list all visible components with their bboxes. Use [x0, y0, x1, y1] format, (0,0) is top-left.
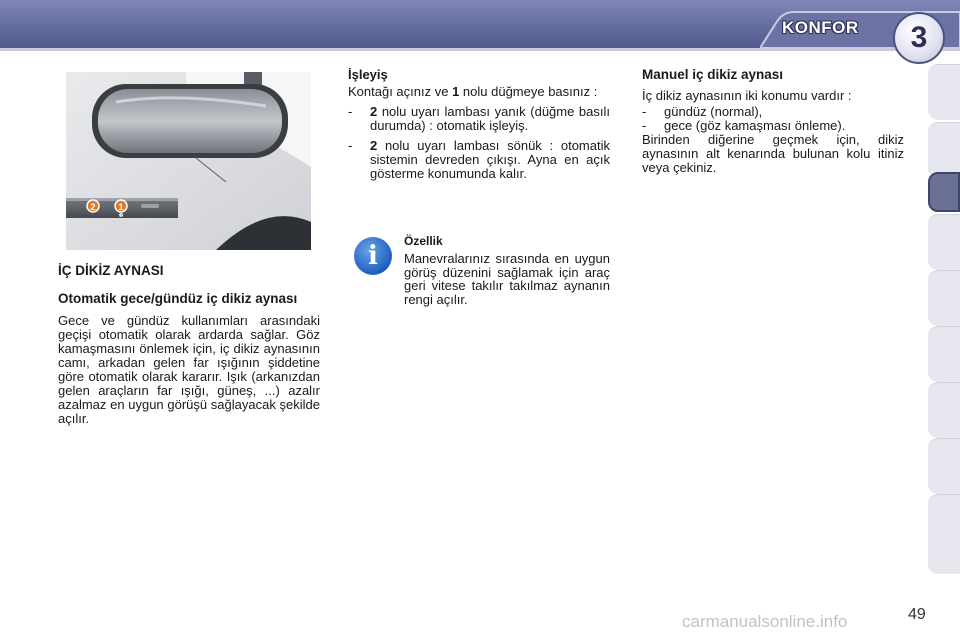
- note-block: [404, 234, 610, 306]
- list-dash: -: [642, 104, 647, 119]
- chapter-tab[interactable]: [928, 438, 960, 494]
- page-number: 49: [908, 606, 926, 623]
- chapter-tab[interactable]: [928, 64, 960, 120]
- header-underline: [0, 48, 960, 51]
- item-text: nolu uyarı lambası yanık (düğme basılı durumda) : otomatik işleyiş.: [370, 104, 610, 133]
- watermark: carmanualsonline.info: [682, 612, 848, 631]
- subheading-automatic-mirror: Otomatik gece/gündüz iç dikiz aynası: [58, 291, 298, 306]
- chapter-tab[interactable]: [928, 382, 960, 438]
- item-text: gündüz (normal),: [664, 104, 763, 119]
- manual-mirror-item: [642, 119, 904, 133]
- chapter-tab-active[interactable]: [928, 172, 960, 212]
- manual-mirror-item: [642, 105, 904, 119]
- chapter-tab[interactable]: [928, 326, 960, 382]
- list-dash: -: [642, 118, 647, 133]
- note-heading: Özellik: [404, 234, 443, 248]
- figure-button-label: 2: [90, 202, 96, 212]
- chapter-tab[interactable]: [928, 494, 960, 574]
- list-dash: -: [348, 104, 353, 119]
- chapter-tab[interactable]: [928, 122, 960, 178]
- intro-text: Kontağı açınız ve: [348, 84, 453, 99]
- heading-interior-mirror: İÇ DİKİZ AYNASI: [58, 263, 164, 278]
- middle-column: [348, 68, 610, 181]
- automatic-mirror-paragraph: Gece ve gündüz kullanımları arasındaki geçişi otomatik olarak ardarda sağlar. Göz kamaşmasını önlemek için, iç dikiz aynasının camı, arkadan gelen far ışığının şiddetine göre otomatik olarak kararır. Işık (arkanızdan gelen araçların far ışığı, güneş, ...) azalır azalmaz en uygun görüşü sağlayacak şekilde açılır.: [58, 313, 320, 426]
- operation-item: [348, 139, 610, 181]
- intro-button-number: 1: [452, 84, 460, 99]
- manual-mirror-paragraph: Birinden diğerine geçmek için, dikiz aynasının alt kenarında bulunan kolu itiniz veya çekiniz.: [642, 132, 904, 175]
- right-column: [642, 68, 904, 175]
- section-title: KONFOR: [782, 18, 859, 37]
- item-text: nolu uyarı lambası sönük : otomatik sistemin devreden çıkışı. Ayna en açık gösterme konumunda kalır.: [370, 138, 610, 181]
- rearview-mirror-illustration: [66, 72, 311, 250]
- manual-mirror-intro: İç dikiz aynasının iki konumu vardır :: [642, 88, 852, 103]
- item-text: gece (göz kamaşması önleme).: [664, 118, 846, 133]
- item-number: 2: [370, 138, 378, 153]
- chapter-number: 3: [910, 21, 928, 54]
- operation-intro: [348, 85, 610, 99]
- left-column: [58, 264, 320, 426]
- info-icon: i: [354, 237, 392, 275]
- list-dash: -: [348, 138, 353, 153]
- operation-item-text: [370, 139, 610, 181]
- item-number: 2: [370, 104, 378, 119]
- chapter-number-badge: [893, 12, 945, 64]
- chapter-tab[interactable]: [928, 214, 960, 270]
- intro-text-end: nolu düğmeye basınız :: [459, 84, 598, 99]
- figure-button-label: 1: [118, 202, 124, 212]
- note-text: Manevralarınız sırasında en uygun görüş düzenini sağlamak için araç geri vitese takılır takılmaz aynanın rengi açılır.: [404, 251, 610, 307]
- heading-manual-mirror: Manuel iç dikiz aynası: [642, 67, 784, 82]
- heading-operation: İşleyiş: [348, 67, 388, 82]
- operation-item-text: [370, 105, 610, 133]
- operation-item: [348, 105, 610, 133]
- chapter-tabs: [928, 64, 960, 574]
- chapter-tab[interactable]: [928, 270, 960, 326]
